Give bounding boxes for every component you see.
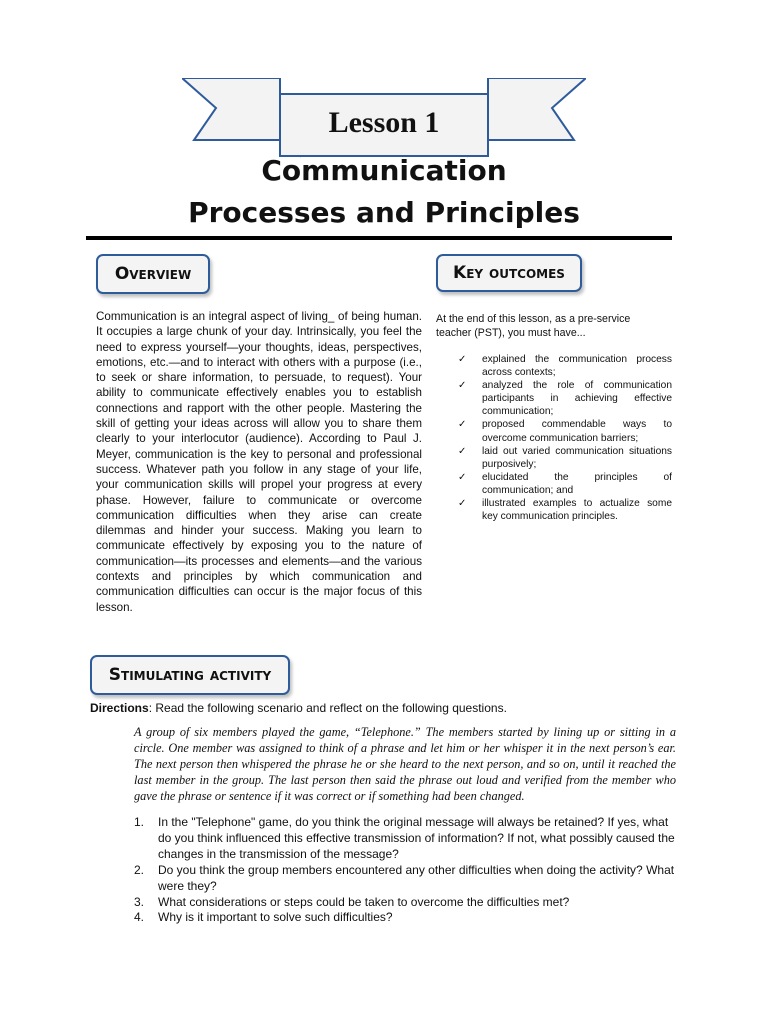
list-item <box>458 471 672 497</box>
directions <box>90 700 690 716</box>
page-title-line-1: Communication <box>261 154 507 187</box>
list-item <box>134 895 678 911</box>
questions-list <box>134 815 678 926</box>
stimulating-activity-heading: Stimulating activity <box>90 655 290 695</box>
outcome-text: illustrated examples to actualize some key communication principles. <box>482 498 672 523</box>
list-item <box>458 353 672 379</box>
overview-heading: Overview <box>96 254 210 294</box>
list-item <box>458 445 672 471</box>
overview-body: Communication is an integral aspect of living_ of being human. It occupies a large chunk of your day. Intrinsically, you feel the need to express yourself—your thoughts, ideas, perspectives, emotions, etc.—and to interact with others with a purpose (i.e., to seek or share information, to persuade, to request). Your ability to communicate effectively enables you to establish connections and rapport with the other people. Mastering the skill of getting your ideas across will allow you to share them clearly to your interlocutor (audience). According to Paul J. Meyer, communication is the key to personal and professional success. Whatever path you follow in any stage of your life, your communication skills will propel your progress at every phase. However, failure to communicate or overcome communication difficulties when they arise can create dilemmas and hinder your success. Making you learn to communicate effectively by exposing you to the nature of communication—its processes and elements—and the various contexts and principles by which communication and communication difficulties can occur is the major focus of this lesson. <box>96 310 422 614</box>
list-item <box>134 815 678 863</box>
ribbon-left-tail <box>182 78 280 140</box>
checkmark-icon: ✓ <box>458 380 467 392</box>
title-divider <box>86 236 672 240</box>
list-item <box>134 863 678 895</box>
checkmark-icon: ✓ <box>458 471 467 483</box>
outcome-text: laid out varied communication situations purposively; <box>482 445 672 470</box>
ribbon-right-tail <box>488 78 586 140</box>
page-title-line-2: Processes and Principles <box>188 196 580 229</box>
key-outcomes-list <box>458 353 672 523</box>
key-outcomes-intro: At the end of this lesson, as a pre-service teacher (PST), you must have... <box>436 313 631 339</box>
checkmark-icon: ✓ <box>458 445 467 457</box>
question-text: Do you think the group members encountered any other difficulties when doing the activity? What were they? <box>158 862 675 893</box>
question-number: 2. <box>134 862 145 877</box>
question-number: 4. <box>134 910 145 925</box>
outcome-text: elucidated the principles of communication; and <box>482 471 672 496</box>
outcome-text: proposed commendable ways to overcome communication barriers; <box>482 419 672 444</box>
list-item <box>458 418 672 444</box>
checkmark-icon: ✓ <box>458 498 467 510</box>
checkmark-icon: ✓ <box>458 419 467 431</box>
directions-label: Directions <box>90 701 149 715</box>
key-outcomes-heading: Key outcomes <box>436 254 582 292</box>
question-number: 3. <box>134 894 145 909</box>
question-text: What considerations or steps could be taken to overcome the difficulties met? <box>158 894 570 909</box>
list-item <box>134 910 678 926</box>
question-text: In the "Telephone" game, do you think the original message will always be retained? If yes, what do you think influenced this effective transmission of information? If not, what possibly caused the changes in the transmission of the message? <box>158 815 675 861</box>
question-text: Why is it important to solve such difficulties? <box>158 910 393 925</box>
lesson-label: Lesson 1 <box>328 106 440 139</box>
checkmark-icon: ✓ <box>458 354 467 365</box>
outcome-text: analyzed the role of communication participants in achieving effective communication; <box>482 380 672 418</box>
scenario-text: A group of six members played the game, “Telephone.” The members started by lining up or sitting in a circle. One member was assigned to think of a phrase and let him or her whisper it in the next person’s ear. The next person then whispered the phrase he or she heard to the next person, and so on, until it reached the last member in the group. The last person then said the phrase out loud and verified from the member who gave the phrase or sentence if it was correct or if something had been changed. <box>134 725 676 803</box>
list-item <box>458 497 672 523</box>
outcome-text: explained the communication process across contexts; <box>482 354 672 379</box>
directions-text: : Read the following scenario and reflect on the following questions. <box>148 701 507 715</box>
question-number: 1. <box>134 815 145 829</box>
list-item <box>458 379 672 418</box>
